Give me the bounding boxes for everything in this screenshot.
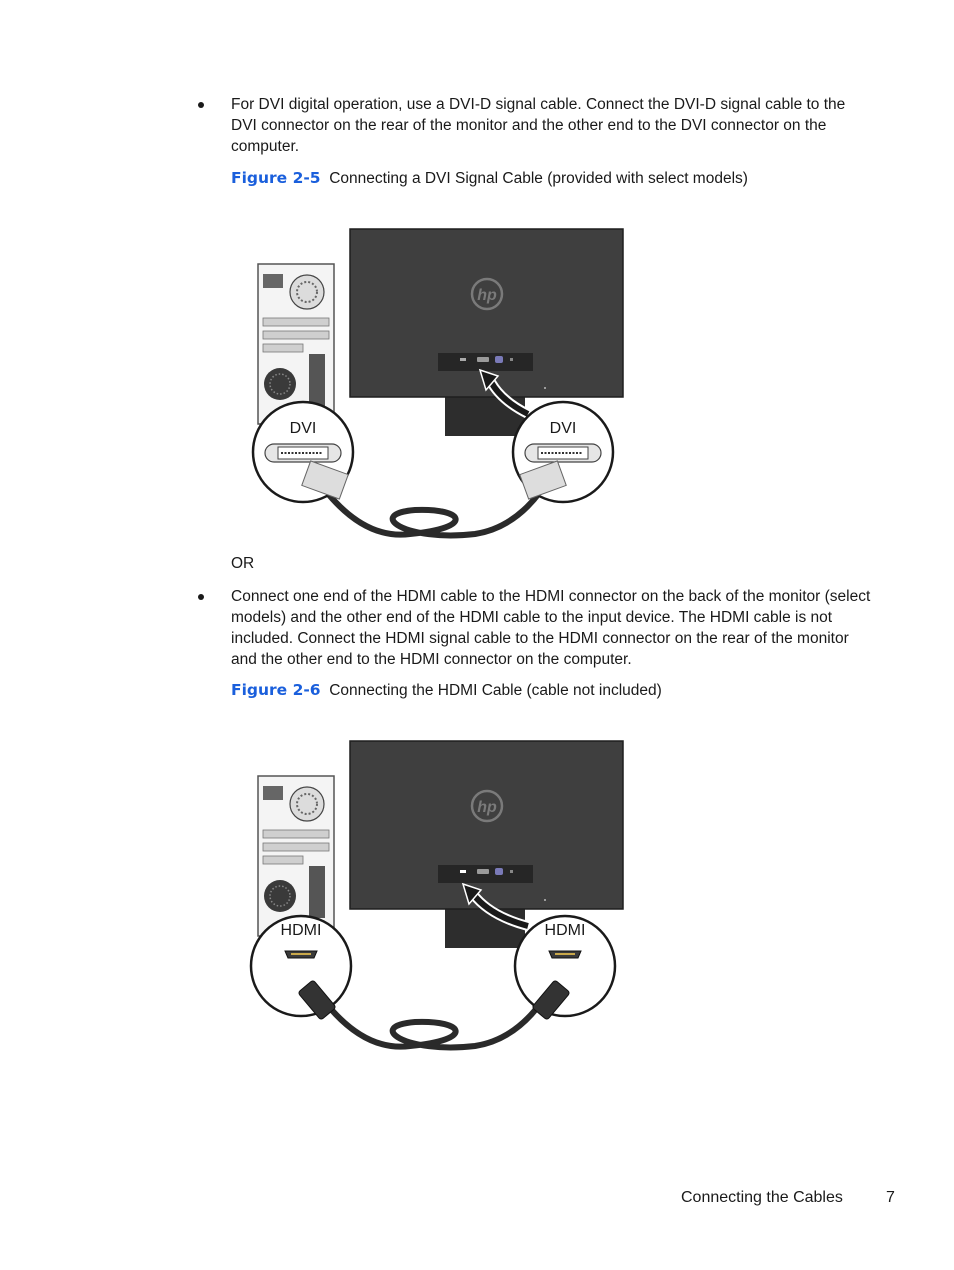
- hdmi-connection-illustration: [245, 734, 635, 1059]
- paragraph-line: models) and the other end of the HDMI cable to the input device. The HDMI cable is not: [231, 609, 833, 626]
- figure-number: Figure 2-6: [231, 681, 321, 699]
- figure-caption-text: Connecting the HDMI Cable (cable not included): [329, 682, 662, 699]
- svg-text:hp: hp: [477, 799, 497, 816]
- paragraph-line: included. Connect the HDMI signal cable to the HDMI connector on the rear of the monitor: [231, 630, 849, 647]
- monitor-rear: [350, 741, 623, 948]
- connector-label: HDMI: [544, 922, 586, 939]
- page-number: 7: [886, 1189, 895, 1206]
- svg-text:hp: hp: [477, 287, 497, 304]
- connector-label: DVI: [549, 420, 577, 437]
- monitor-hdmi-port-callout: [515, 916, 615, 1020]
- figure-number: Figure 2-5: [231, 169, 321, 187]
- figure-caption-dvi: [231, 168, 748, 189]
- figure-caption-text: Connecting a DVI Signal Cable (provided with select models): [329, 170, 748, 187]
- connector-label: DVI: [289, 420, 317, 437]
- computer-tower-rear: [258, 776, 334, 936]
- hdmi-cable: [325, 1002, 540, 1047]
- bullet-dot-icon: [198, 594, 204, 600]
- paragraph-line: For DVI digital operation, use a DVI-D signal cable. Connect the DVI-D signal cable to the: [231, 96, 846, 113]
- figure-caption-hdmi: [231, 680, 662, 701]
- paragraph-line: Connect one end of the HDMI cable to the HDMI connector on the back of the monitor (select: [231, 588, 871, 605]
- dvi-instructions-paragraph: [231, 94, 845, 157]
- pc-hdmi-port-callout: [251, 916, 351, 1020]
- connector-label: HDMI: [280, 922, 322, 939]
- computer-tower-rear: [258, 264, 334, 424]
- hdmi-instructions-paragraph: [231, 586, 870, 670]
- monitor-dvi-port-callout: [513, 402, 613, 502]
- footer-section-title: Connecting the Cables: [681, 1189, 843, 1206]
- paragraph-line: DVI connector on the rear of the monitor and the other end to the DVI connector on the: [231, 117, 827, 134]
- dvi-connection-illustration: [245, 222, 635, 547]
- dvi-cable: [325, 490, 540, 535]
- or-separator: OR: [231, 555, 255, 572]
- pc-dvi-port-callout: [253, 402, 353, 502]
- paragraph-line: and the other end to the HDMI connector on the computer.: [231, 651, 632, 668]
- bullet-dot-icon: [198, 102, 204, 108]
- paragraph-line: computer.: [231, 138, 300, 155]
